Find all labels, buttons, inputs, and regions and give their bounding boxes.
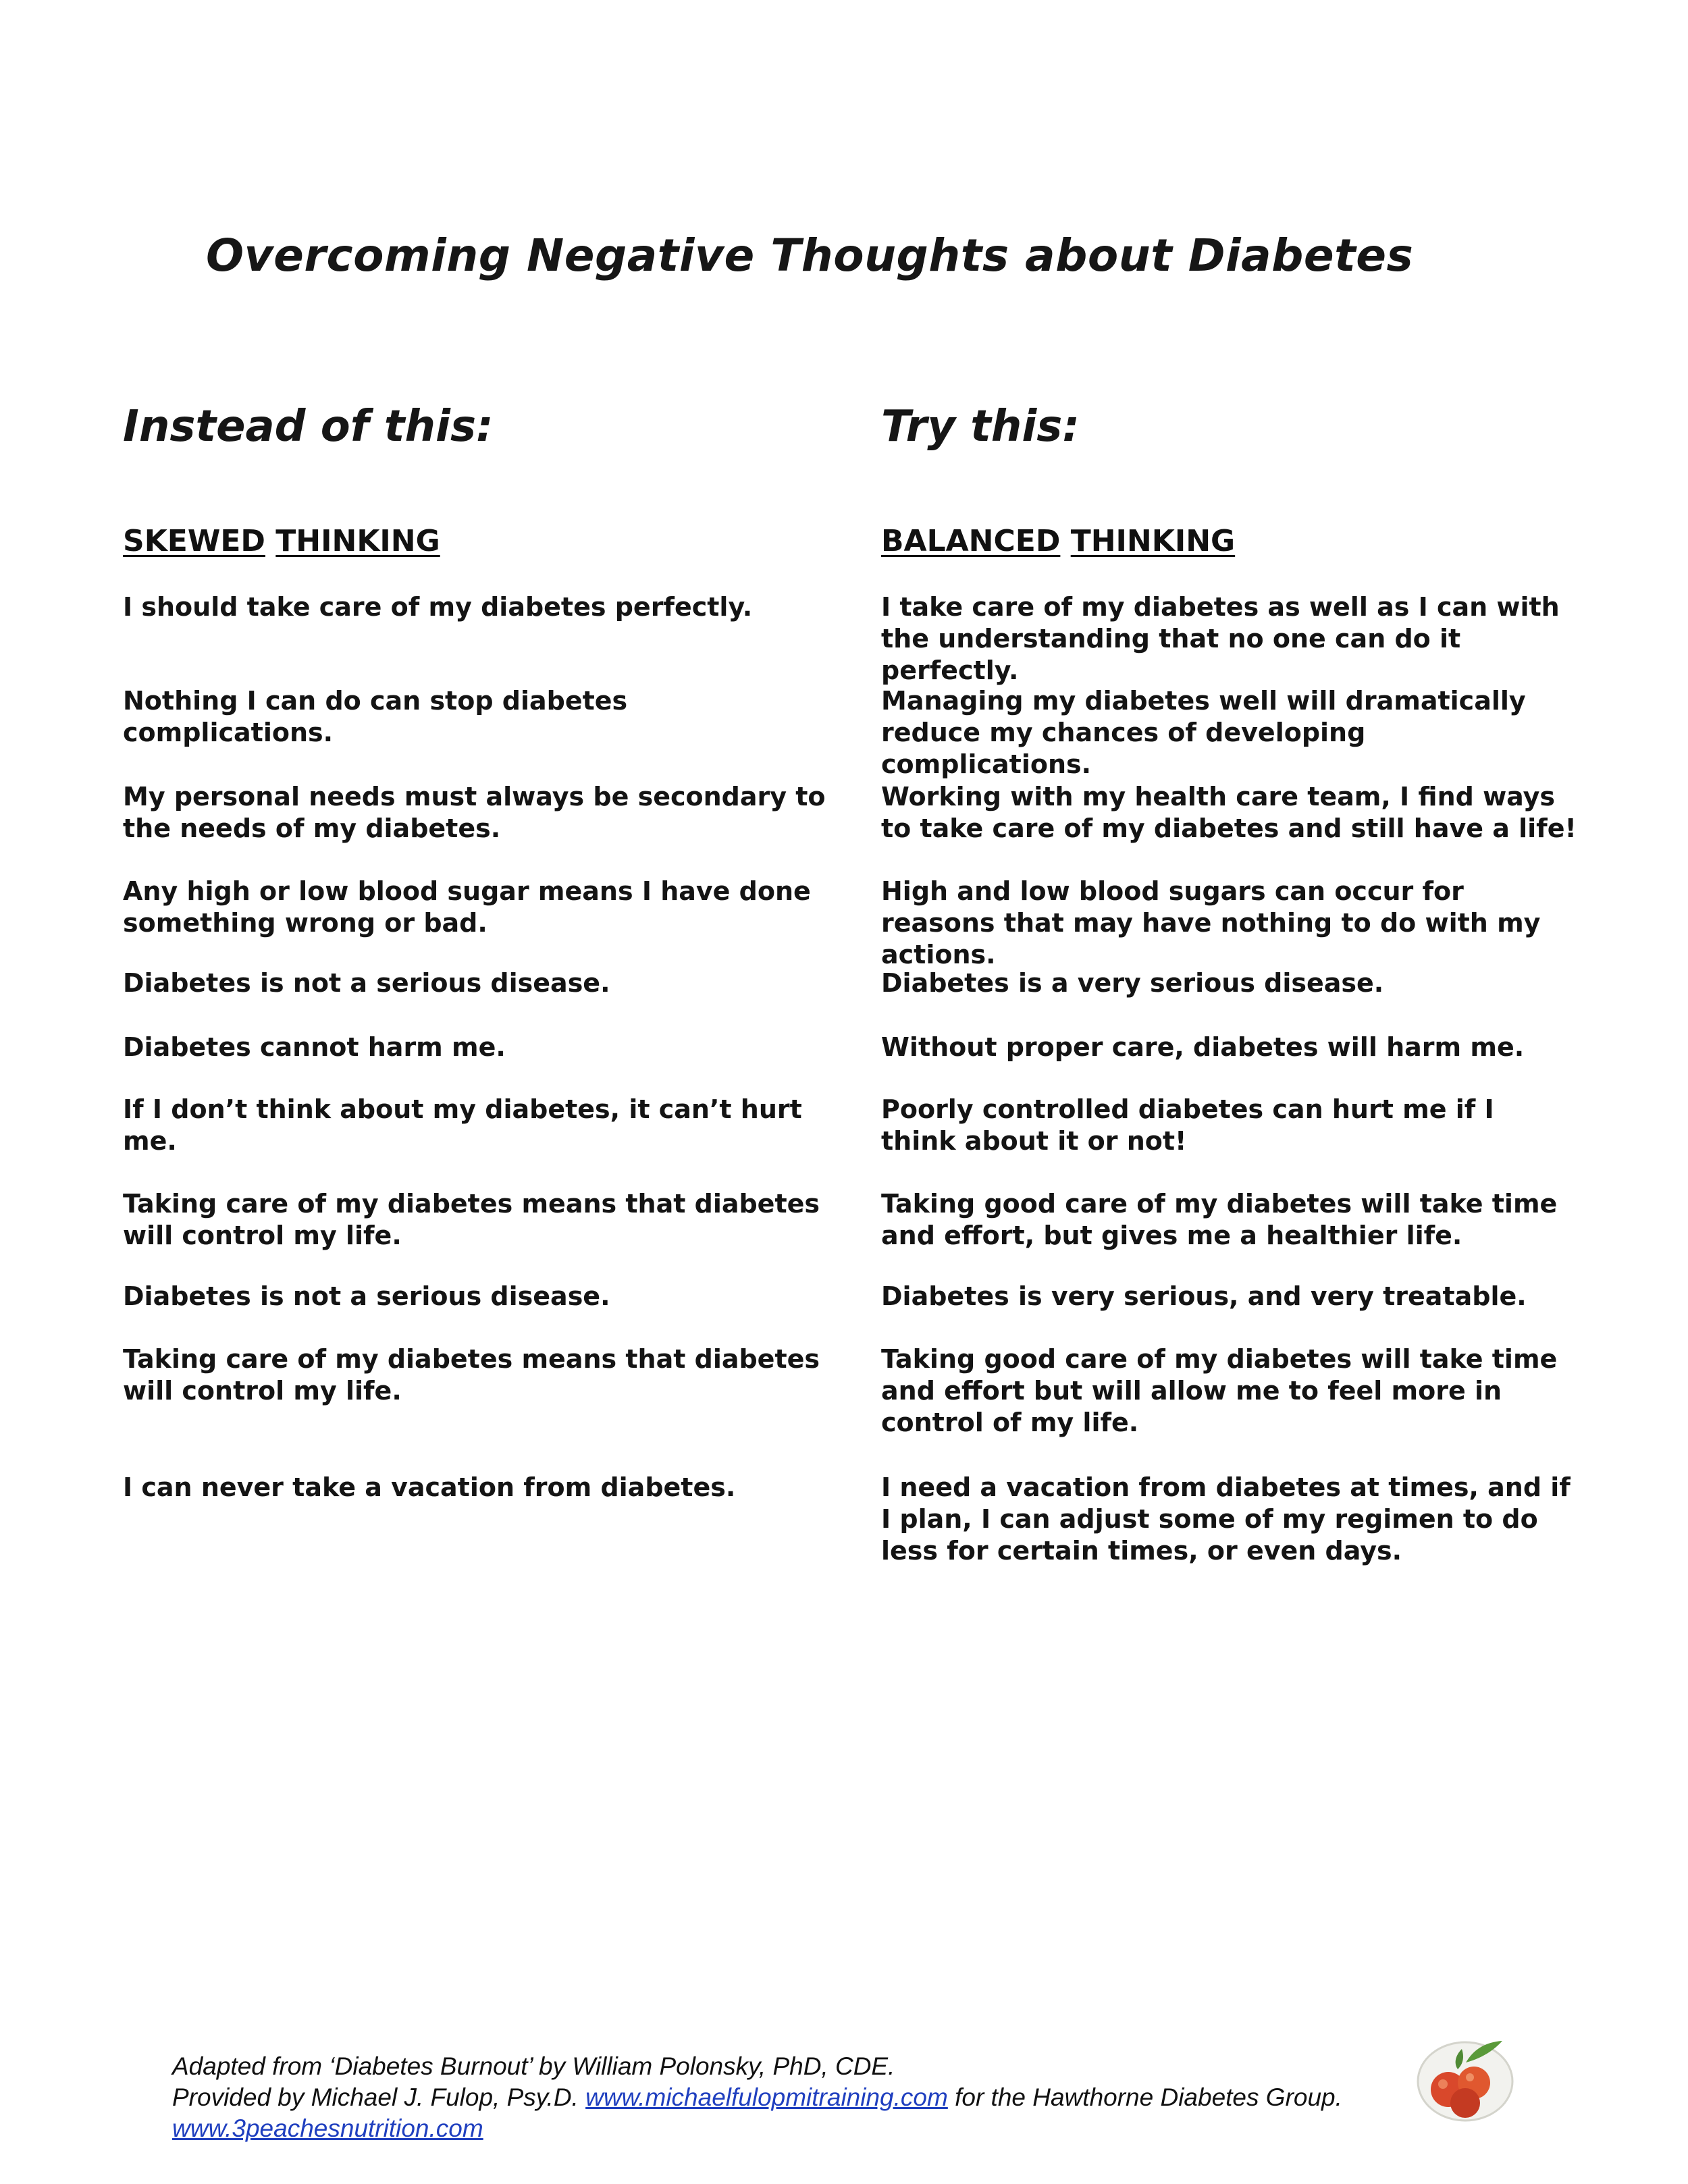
balanced-thought-5: Diabetes is a very serious disease. (881, 968, 1384, 998)
michaelfulop-link[interactable]: www.michaelfulopmitraining.com (585, 2083, 948, 2111)
balanced-thought-1: I take care of my diabetes as well as I can with the understanding that no one can do it perfectly. (881, 592, 1560, 685)
balanced-thought-4: High and low blood sugars can occur for reasons that may have nothing to do with my actions. (881, 876, 1541, 969)
skewed-thought-8: Taking care of my diabetes means that diabetes will control my life. (123, 1189, 820, 1250)
footer-provider-line (172, 2082, 1342, 2113)
skewed-thought-5: Diabetes is not a serious disease. (123, 968, 610, 998)
skewed-thought-10: Taking care of my diabetes means that diabetes will control my life. (123, 1344, 820, 1406)
peaches-logo-icon (1401, 2029, 1523, 2130)
balanced-thought-7: Poorly controlled diabetes can hurt me if I think about it or not! (881, 1094, 1494, 1156)
footer-link-line (172, 2113, 483, 2144)
3peaches-link[interactable]: www.3peachesnutrition.com (172, 2114, 483, 2142)
balanced-thought-2: Managing my diabetes well will dramatically reduce my chances of developing complications. (881, 686, 1526, 779)
balanced-thought-11: I need a vacation from diabetes at times, and if I plan, I can adjust some of my regimen to do less for certain times, or even days. (881, 1472, 1571, 1566)
balanced-thought-9: Diabetes is very serious, and very treatable. (881, 1281, 1527, 1311)
balanced-thought-6: Without proper care, diabetes will harm me. (881, 1032, 1525, 1062)
balanced-thought-10: Taking good care of my diabetes will take time and effort but will allow me to feel more in control of my life. (881, 1344, 1558, 1437)
skewed-thought-2: Nothing I can do can stop diabetes complications. (123, 686, 628, 747)
right-subheading-word-2: THINKING (1070, 524, 1236, 558)
footer-provider-prefix: Provided by Michael J. Fulop, Psy.D. (172, 2083, 586, 2111)
skewed-thought-11: I can never take a vacation from diabetes. (123, 1472, 736, 1502)
balanced-thought-8: Taking good care of my diabetes will take time and effort, but gives me a healthier life. (881, 1189, 1558, 1250)
skewed-thought-9: Diabetes is not a serious disease. (123, 1281, 610, 1311)
right-subheading-word-1: BALANCED (881, 524, 1061, 558)
balanced-thought-3: Working with my health care team, I find ways to take care of my diabetes and still have a life! (881, 782, 1577, 843)
left-subheading (123, 524, 440, 558)
skewed-thought-7: If I don’t think about my diabetes, it can’t hurt me. (123, 1094, 802, 1156)
skewed-thought-3: My personal needs must always be secondary to the needs of my diabetes. (123, 782, 826, 843)
left-subheading-word-1: SKEWED (123, 524, 265, 558)
right-subheading (881, 524, 1235, 558)
right-column-heading: Try this: (881, 402, 1080, 452)
skewed-thought-4: Any high or low blood sugar means I have done something wrong or bad. (123, 876, 811, 938)
footer-provider-suffix: for the Hawthorne Diabetes Group. (947, 2083, 1342, 2111)
left-column-heading: Instead of this: (123, 402, 494, 452)
page-title: Overcoming Negative Thoughts about Diabetes (206, 230, 1414, 282)
skewed-thought-1: I should take care of my diabetes perfectly. (123, 592, 753, 622)
skewed-thought-6: Diabetes cannot harm me. (123, 1032, 506, 1062)
left-subheading-word-2: THINKING (275, 524, 440, 558)
footer-attribution: Adapted from ‘Diabetes Burnout’ by William Polonsky, PhD, CDE. (172, 2052, 895, 2080)
